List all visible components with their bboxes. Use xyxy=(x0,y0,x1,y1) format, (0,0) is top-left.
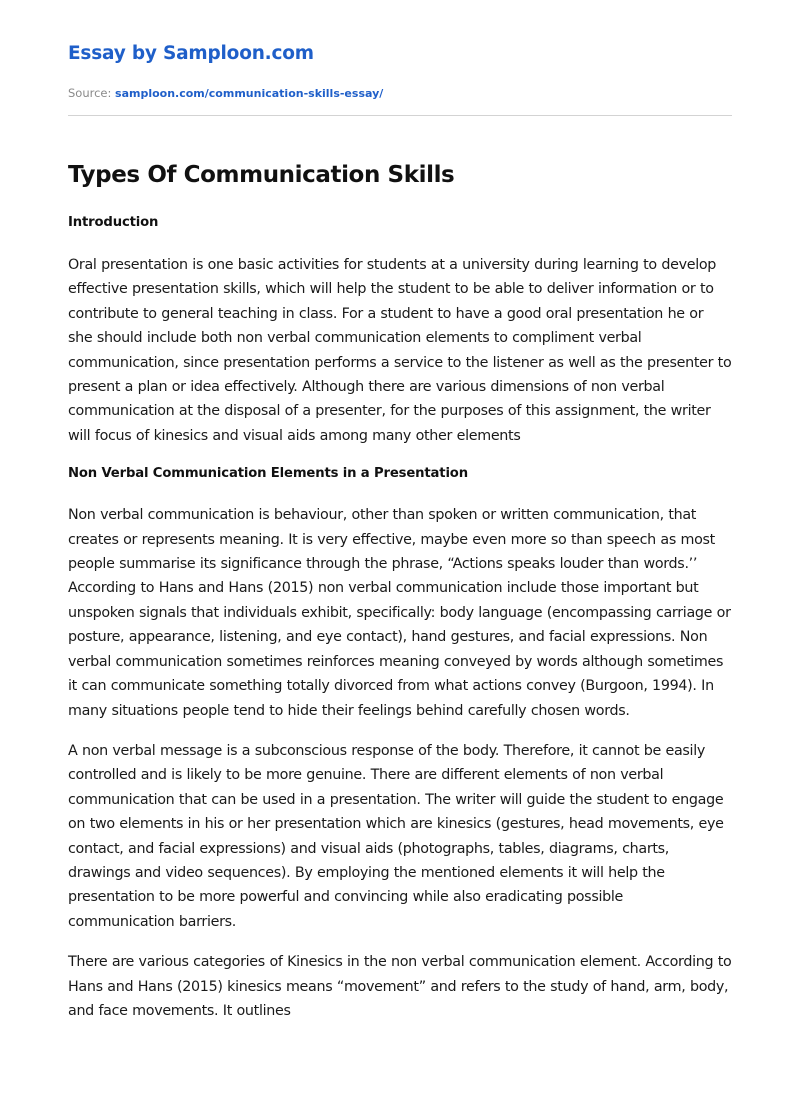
header-divider xyxy=(68,115,732,116)
paragraph-nonverbal-3: There are various categories of Kinesics in the non verbal communication element. According to Hans and Hans (2015) kinesics means “movement” and refers to the study of hand, arm, body, and face movements. It outlines xyxy=(68,954,732,1019)
section-heading-nonverbal: Non Verbal Communication Elements in a Presentation xyxy=(68,466,468,482)
source-line xyxy=(68,85,732,102)
section-heading-introduction: Introduction xyxy=(68,215,159,230)
paragraph-nonverbal-2: A non verbal message is a subconscious response of the body. Therefore, it cannot be easily controlled and is likely to be more genuine. There are different elements of non verbal communication that can be used in a presentation. The writer will guide the student to engage on two elements in his or her presentation which are kinesics (gestures, head movements, eye contact, and facial expressions) and visual aids (photographs, tables, diagrams, charts, drawings and video sequences). By employing the mentioned elements it will help the presentation to be more powerful and convincing while also eradicating possible communication barriers. xyxy=(68,742,724,930)
essay-title: Types Of Communication Skills xyxy=(68,162,455,188)
source-link[interactable]: samploon.com/communication-skills-essay/ xyxy=(115,87,384,100)
document-page xyxy=(68,0,732,1023)
paragraph-introduction: Oral presentation is one basic activities for students at a university during learning to develop effective presentation skills, which will help the student to be able to deliver information or to contribute to general teaching in class. For a student to have a good oral presentation he or she should include both non verbal communication elements to compliment verbal communication, since presentation performs a service to the listener as well as the presenter to present a plan or idea effectively. Although there are various dimensions of non verbal communication at the disposal of a presenter, for the purposes of this assignment, the writer will focus of kinesics and visual aids among many other elements xyxy=(68,257,732,444)
source-label: Source: xyxy=(68,86,112,100)
brand-title: Essay by Samploon.com xyxy=(68,43,314,64)
paragraph-nonverbal-1: Non verbal communication is behaviour, other than spoken or written communication, that creates or represents meaning. It is very effective, maybe even more so than speech as most people summarise its significance through the phrase, “Actions speaks louder than words.’’ According to Hans and Hans (2015) non verbal communication include those important but unspoken signals that individuals exhibit, specifically: body language (encompassing carriage or posture, appearance, listening, and eye contact), hand gestures, and facial expressions. Non verbal communication sometimes reinforces meaning conveyed by words although sometimes it can communicate something totally divorced from what actions convey (Burgoon, 1994). In many situations people tend to hide their feelings behind carefully chosen words. xyxy=(68,507,731,719)
